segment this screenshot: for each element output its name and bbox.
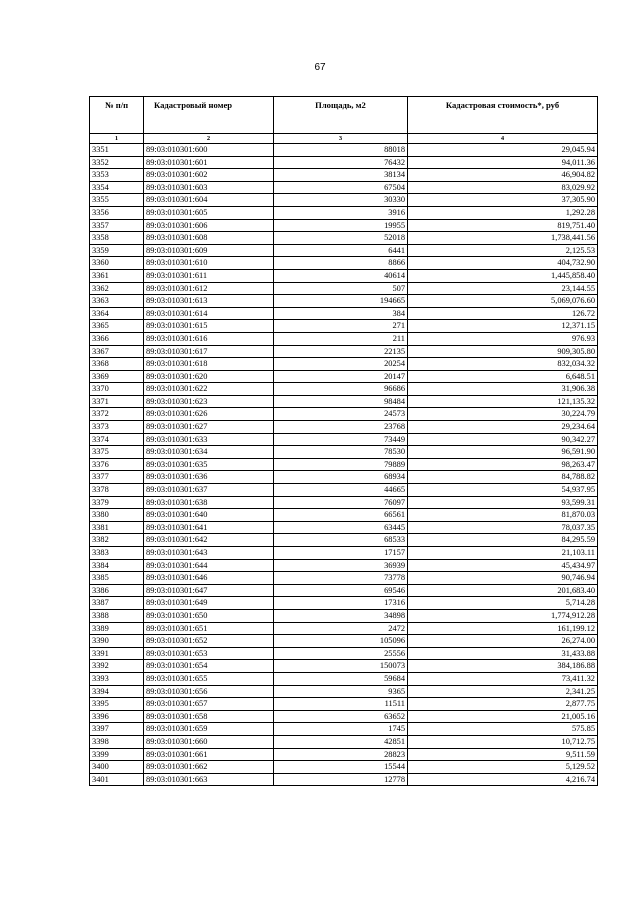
row-number: 3368 [90, 358, 144, 371]
table-row [90, 635, 598, 648]
area-value: 150073 [274, 660, 408, 673]
table-row [90, 748, 598, 761]
area-value: 3916 [274, 206, 408, 219]
cadastral-value: 819,751.40 [408, 219, 598, 232]
area-value: 17157 [274, 547, 408, 560]
row-number: 3401 [90, 773, 144, 786]
row-number: 3365 [90, 320, 144, 333]
cadastral-value: 976.93 [408, 332, 598, 345]
cadastral-value: 12,371.15 [408, 320, 598, 333]
table-row [90, 156, 598, 169]
column-number-row [90, 134, 598, 144]
table-row [90, 761, 598, 774]
area-value: 15544 [274, 761, 408, 774]
area-value: 78530 [274, 446, 408, 459]
table-row [90, 433, 598, 446]
header-cadastral-number: Кадастровый номер [144, 97, 274, 134]
area-value: 384 [274, 307, 408, 320]
row-number: 3369 [90, 370, 144, 383]
cadastral-number: 89:03:010301:642 [144, 534, 274, 547]
cadastral-value: 93,599.31 [408, 496, 598, 509]
area-value: 34898 [274, 609, 408, 622]
cadastral-number: 89:03:010301:600 [144, 144, 274, 157]
area-value: 36939 [274, 559, 408, 572]
cadastral-number: 89:03:010301:609 [144, 244, 274, 257]
cadastral-value: 73,411.32 [408, 672, 598, 685]
cadastral-number: 89:03:010301:605 [144, 206, 274, 219]
row-number: 3395 [90, 698, 144, 711]
cadastral-value: 126.72 [408, 307, 598, 320]
cadastral-value: 78,037.35 [408, 521, 598, 534]
cadastral-number: 89:03:010301:650 [144, 609, 274, 622]
table-row [90, 647, 598, 660]
row-number: 3392 [90, 660, 144, 673]
cadastral-value: 2,341.25 [408, 685, 598, 698]
cadastral-value: 6,648.51 [408, 370, 598, 383]
cadastral-number: 89:03:010301:618 [144, 358, 274, 371]
cadastral-number: 89:03:010301:655 [144, 672, 274, 685]
row-number: 3389 [90, 622, 144, 635]
cadastral-number: 89:03:010301:606 [144, 219, 274, 232]
row-number: 3361 [90, 269, 144, 282]
cadastral-number: 89:03:010301:638 [144, 496, 274, 509]
area-value: 30330 [274, 194, 408, 207]
area-value: 1745 [274, 723, 408, 736]
table-row [90, 584, 598, 597]
table-row [90, 735, 598, 748]
cadastral-value: 90,746.94 [408, 572, 598, 585]
area-value: 11511 [274, 698, 408, 711]
table-body [90, 144, 598, 786]
cadastral-value: 21,005.16 [408, 710, 598, 723]
cadastral-value: 121,135.32 [408, 395, 598, 408]
area-value: 98484 [274, 395, 408, 408]
column-number: 2 [144, 134, 274, 144]
cadastral-value: 832,034.32 [408, 358, 598, 371]
cadastral-value: 21,103.11 [408, 547, 598, 560]
area-value: 59684 [274, 672, 408, 685]
cadastral-number: 89:03:010301:647 [144, 584, 274, 597]
row-number: 3370 [90, 383, 144, 396]
cadastral-value: 54,937.95 [408, 484, 598, 497]
table-row [90, 169, 598, 182]
header-cadastral-value: Кадастровая стоимость*, руб [408, 97, 598, 134]
cadastral-number: 89:03:010301:608 [144, 232, 274, 245]
cadastral-value: 909,305.80 [408, 345, 598, 358]
row-number: 3366 [90, 332, 144, 345]
table-row [90, 332, 598, 345]
area-value: 69546 [274, 584, 408, 597]
cadastral-value: 2,125.53 [408, 244, 598, 257]
table-row [90, 244, 598, 257]
cadastral-number: 89:03:010301:610 [144, 257, 274, 270]
area-value: 2472 [274, 622, 408, 635]
area-value: 9365 [274, 685, 408, 698]
table-row [90, 672, 598, 685]
cadastral-number: 89:03:010301:660 [144, 735, 274, 748]
cadastral-value: 45,434.97 [408, 559, 598, 572]
table-row [90, 358, 598, 371]
row-number: 3397 [90, 723, 144, 736]
area-value: 44665 [274, 484, 408, 497]
cadastral-table [89, 96, 598, 786]
table-row [90, 609, 598, 622]
table-row [90, 421, 598, 434]
row-number: 3359 [90, 244, 144, 257]
area-value: 68934 [274, 471, 408, 484]
column-number: 3 [274, 134, 408, 144]
cadastral-value: 1,738,441.56 [408, 232, 598, 245]
table-row [90, 660, 598, 673]
cadastral-value: 5,129.52 [408, 761, 598, 774]
row-number: 3374 [90, 433, 144, 446]
row-number: 3354 [90, 181, 144, 194]
cadastral-value: 26,274.00 [408, 635, 598, 648]
area-value: 88018 [274, 144, 408, 157]
table-row [90, 723, 598, 736]
cadastral-value: 90,342.27 [408, 433, 598, 446]
cadastral-value: 46,904.82 [408, 169, 598, 182]
cadastral-number: 89:03:010301:622 [144, 383, 274, 396]
area-value: 28823 [274, 748, 408, 761]
row-number: 3381 [90, 521, 144, 534]
cadastral-value: 29,045.94 [408, 144, 598, 157]
row-number: 3376 [90, 458, 144, 471]
cadastral-number: 89:03:010301:656 [144, 685, 274, 698]
row-number: 3358 [90, 232, 144, 245]
row-number: 3380 [90, 509, 144, 522]
cadastral-number: 89:03:010301:617 [144, 345, 274, 358]
table-row [90, 320, 598, 333]
row-number: 3388 [90, 609, 144, 622]
row-number: 3360 [90, 257, 144, 270]
cadastral-value: 575.85 [408, 723, 598, 736]
cadastral-value: 98,263.47 [408, 458, 598, 471]
table-row [90, 194, 598, 207]
cadastral-number: 89:03:010301:604 [144, 194, 274, 207]
area-value: 63652 [274, 710, 408, 723]
area-value: 76432 [274, 156, 408, 169]
area-value: 42851 [274, 735, 408, 748]
cadastral-value: 384,186.88 [408, 660, 598, 673]
area-value: 19955 [274, 219, 408, 232]
table-row [90, 269, 598, 282]
row-number: 3363 [90, 295, 144, 308]
table-row [90, 370, 598, 383]
cadastral-number: 89:03:010301:616 [144, 332, 274, 345]
row-number: 3351 [90, 144, 144, 157]
cadastral-number: 89:03:010301:654 [144, 660, 274, 673]
cadastral-value: 10,712.75 [408, 735, 598, 748]
cadastral-value: 94,011.36 [408, 156, 598, 169]
cadastral-value: 5,714.28 [408, 597, 598, 610]
table-row [90, 408, 598, 421]
row-number: 3353 [90, 169, 144, 182]
cadastral-number: 89:03:010301:651 [144, 622, 274, 635]
area-value: 6441 [274, 244, 408, 257]
cadastral-number: 89:03:010301:635 [144, 458, 274, 471]
page-number: 67 [314, 62, 326, 73]
header-area: Площадь, м2 [274, 97, 408, 134]
table-row [90, 206, 598, 219]
cadastral-number: 89:03:010301:659 [144, 723, 274, 736]
cadastral-number: 89:03:010301:646 [144, 572, 274, 585]
area-value: 22135 [274, 345, 408, 358]
table-row [90, 257, 598, 270]
area-value: 68533 [274, 534, 408, 547]
column-number: 1 [90, 134, 144, 144]
cadastral-number: 89:03:010301:613 [144, 295, 274, 308]
cadastral-number: 89:03:010301:657 [144, 698, 274, 711]
row-number: 3371 [90, 395, 144, 408]
cadastral-number: 89:03:010301:601 [144, 156, 274, 169]
row-number: 3367 [90, 345, 144, 358]
table-row [90, 685, 598, 698]
area-value: 73778 [274, 572, 408, 585]
area-value: 507 [274, 282, 408, 295]
cadastral-number: 89:03:010301:644 [144, 559, 274, 572]
cadastral-value: 4,216.74 [408, 773, 598, 786]
cadastral-number: 89:03:010301:661 [144, 748, 274, 761]
area-value: 40614 [274, 269, 408, 282]
row-number: 3399 [90, 748, 144, 761]
row-number: 3387 [90, 597, 144, 610]
row-number: 3357 [90, 219, 144, 232]
row-number: 3375 [90, 446, 144, 459]
cadastral-value: 81,870.03 [408, 509, 598, 522]
cadastral-number: 89:03:010301:602 [144, 169, 274, 182]
table-row [90, 521, 598, 534]
table-row [90, 345, 598, 358]
area-value: 271 [274, 320, 408, 333]
area-value: 194665 [274, 295, 408, 308]
row-number: 3356 [90, 206, 144, 219]
cadastral-value: 84,295.59 [408, 534, 598, 547]
table-row [90, 471, 598, 484]
row-number: 3355 [90, 194, 144, 207]
table-row [90, 446, 598, 459]
area-value: 17316 [274, 597, 408, 610]
cadastral-number: 89:03:010301:603 [144, 181, 274, 194]
cadastral-value: 1,445,858.40 [408, 269, 598, 282]
area-value: 20147 [274, 370, 408, 383]
cadastral-value: 404,732.90 [408, 257, 598, 270]
table-row [90, 597, 598, 610]
row-number: 3382 [90, 534, 144, 547]
cadastral-number: 89:03:010301:643 [144, 547, 274, 560]
cadastral-value: 1,292.28 [408, 206, 598, 219]
cadastral-value: 23,144.55 [408, 282, 598, 295]
table-row [90, 282, 598, 295]
cadastral-value: 37,305.90 [408, 194, 598, 207]
area-value: 76097 [274, 496, 408, 509]
table-row [90, 144, 598, 157]
row-number: 3352 [90, 156, 144, 169]
header-number: № п/п [90, 97, 144, 134]
row-number: 3385 [90, 572, 144, 585]
cadastral-number: 89:03:010301:652 [144, 635, 274, 648]
cadastral-number: 89:03:010301:623 [144, 395, 274, 408]
cadastral-value: 161,199.12 [408, 622, 598, 635]
cadastral-number: 89:03:010301:636 [144, 471, 274, 484]
cadastral-value: 1,774,912.28 [408, 609, 598, 622]
row-number: 3377 [90, 471, 144, 484]
row-number: 3390 [90, 635, 144, 648]
row-number: 3362 [90, 282, 144, 295]
cadastral-number: 89:03:010301:620 [144, 370, 274, 383]
cadastral-number: 89:03:010301:662 [144, 761, 274, 774]
area-value: 38134 [274, 169, 408, 182]
table-row [90, 496, 598, 509]
table-row [90, 458, 598, 471]
area-value: 23768 [274, 421, 408, 434]
table-row [90, 547, 598, 560]
row-number: 3396 [90, 710, 144, 723]
table-row [90, 698, 598, 711]
cadastral-value: 201,683.40 [408, 584, 598, 597]
table-row [90, 572, 598, 585]
area-value: 211 [274, 332, 408, 345]
cadastral-value: 83,029.92 [408, 181, 598, 194]
area-value: 66561 [274, 509, 408, 522]
row-number: 3391 [90, 647, 144, 660]
row-number: 3379 [90, 496, 144, 509]
area-value: 25556 [274, 647, 408, 660]
cadastral-number: 89:03:010301:653 [144, 647, 274, 660]
area-value: 8866 [274, 257, 408, 270]
area-value: 24573 [274, 408, 408, 421]
row-number: 3394 [90, 685, 144, 698]
row-number: 3386 [90, 584, 144, 597]
row-number: 3384 [90, 559, 144, 572]
table-row [90, 232, 598, 245]
cadastral-number: 89:03:010301:634 [144, 446, 274, 459]
row-number: 3393 [90, 672, 144, 685]
cadastral-value: 2,877.75 [408, 698, 598, 711]
area-value: 96686 [274, 383, 408, 396]
table-row [90, 559, 598, 572]
table-row [90, 307, 598, 320]
cadastral-number: 89:03:010301:627 [144, 421, 274, 434]
cadastral-value: 31,906.38 [408, 383, 598, 396]
row-number: 3373 [90, 421, 144, 434]
cadastral-value: 84,788.82 [408, 471, 598, 484]
area-value: 105096 [274, 635, 408, 648]
row-number: 3364 [90, 307, 144, 320]
row-number: 3398 [90, 735, 144, 748]
cadastral-number: 89:03:010301:637 [144, 484, 274, 497]
table-row [90, 219, 598, 232]
cadastral-number: 89:03:010301:658 [144, 710, 274, 723]
cadastral-number: 89:03:010301:640 [144, 509, 274, 522]
cadastral-number: 89:03:010301:626 [144, 408, 274, 421]
cadastral-number: 89:03:010301:641 [144, 521, 274, 534]
table-row [90, 534, 598, 547]
area-value: 67504 [274, 181, 408, 194]
area-value: 63445 [274, 521, 408, 534]
area-value: 79889 [274, 458, 408, 471]
area-value: 12778 [274, 773, 408, 786]
area-value: 20254 [274, 358, 408, 371]
cadastral-number: 89:03:010301:614 [144, 307, 274, 320]
cadastral-number: 89:03:010301:663 [144, 773, 274, 786]
table-row [90, 773, 598, 786]
cadastral-number: 89:03:010301:612 [144, 282, 274, 295]
row-number: 3372 [90, 408, 144, 421]
table-row [90, 295, 598, 308]
cadastral-value: 96,591.90 [408, 446, 598, 459]
cadastral-number: 89:03:010301:611 [144, 269, 274, 282]
table-row [90, 395, 598, 408]
table-row [90, 509, 598, 522]
table-row [90, 484, 598, 497]
cadastral-value: 30,224.79 [408, 408, 598, 421]
cadastral-number: 89:03:010301:649 [144, 597, 274, 610]
area-value: 52018 [274, 232, 408, 245]
table-row [90, 622, 598, 635]
area-value: 73449 [274, 433, 408, 446]
table-row [90, 383, 598, 396]
cadastral-value: 9,511.59 [408, 748, 598, 761]
cadastral-value: 29,234.64 [408, 421, 598, 434]
table-header-row [90, 97, 598, 134]
row-number: 3383 [90, 547, 144, 560]
table-row [90, 181, 598, 194]
cadastral-number: 89:03:010301:615 [144, 320, 274, 333]
cadastral-number: 89:03:010301:633 [144, 433, 274, 446]
column-number: 4 [408, 134, 598, 144]
row-number: 3378 [90, 484, 144, 497]
cadastral-value: 31,433.88 [408, 647, 598, 660]
row-number: 3400 [90, 761, 144, 774]
cadastral-value: 5,069,076.60 [408, 295, 598, 308]
table-row [90, 710, 598, 723]
